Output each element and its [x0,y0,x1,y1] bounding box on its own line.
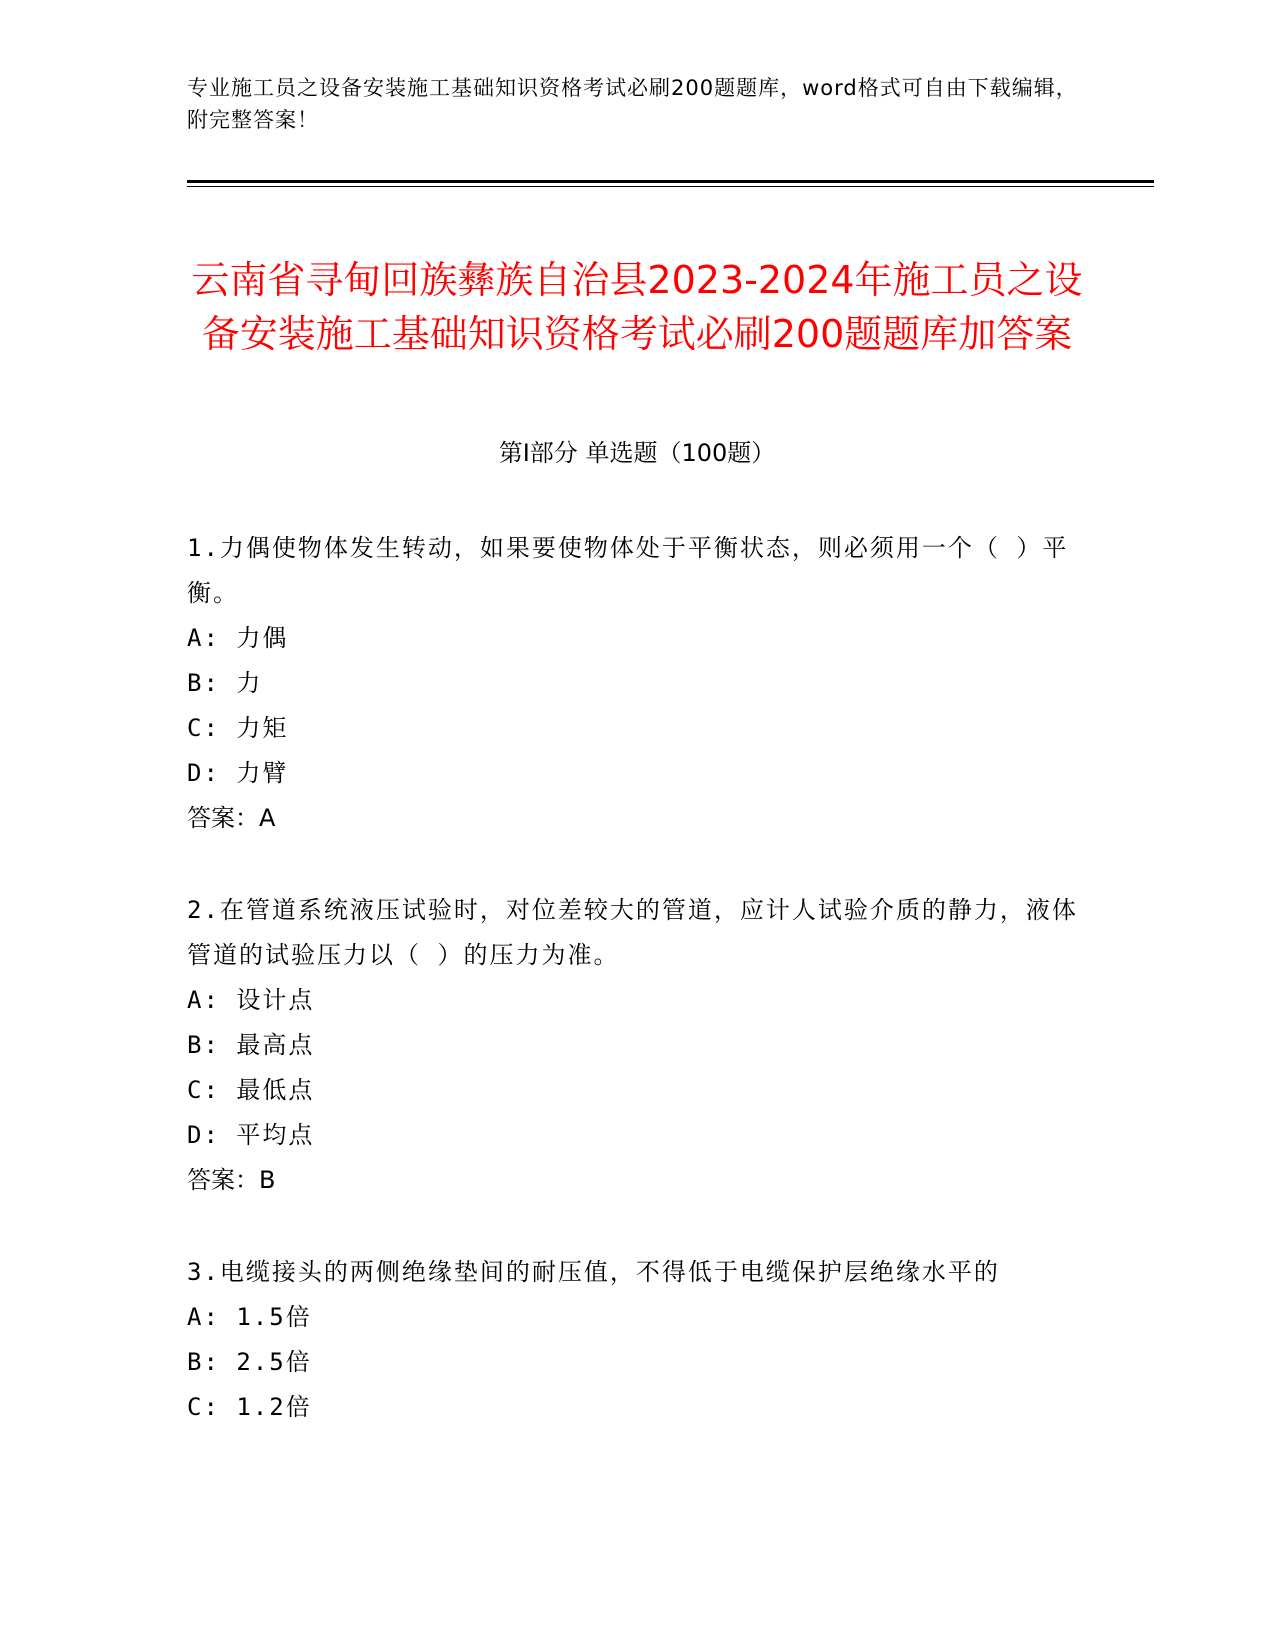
option-b: B: 力 [187,669,263,697]
header-rule-thick [187,180,1154,183]
header-rule-thin [187,186,1154,187]
question-2 [187,888,1087,1203]
answer: 答案：A [187,804,276,832]
header-note: 专业施工员之设备安装施工基础知识资格考试必刷200题题库，word格式可自由下载编辑，附完整答案！ [187,76,1078,132]
option-a: A: 力偶 [187,624,289,652]
question-stem: 3.电缆接头的两侧绝缘垫间的耐压值，不得低于电缆保护层绝缘水平的 [187,1258,1000,1286]
option-b: B: 最高点 [187,1031,315,1059]
option-c: C: 1.2倍 [187,1393,312,1421]
section-title: 第I部分 单选题（100题） [498,439,776,467]
option-b: B: 2.5倍 [187,1348,312,1376]
question-1 [187,526,1087,841]
option-c: C: 最低点 [187,1076,315,1104]
option-d: D: 力臂 [187,759,289,787]
question-stem: 2.在管道系统液压试验时，对位差较大的管道，应计人试验介质的静力，液体管道的试验压力以（ ）的压力为准。 [187,896,1078,969]
option-c: C: 力矩 [187,714,289,742]
question-3 [187,1250,1087,1430]
option-a: A: 1.5倍 [187,1303,312,1331]
option-a: A: 设计点 [187,986,315,1014]
question-stem: 1.力偶使物体发生转动，如果要使物体处于平衡状态，则必须用一个（ ）平衡。 [187,534,1069,607]
document-title: 云南省寻甸回族彝族自治县2023-2024年施工员之设备安装施工基础知识资格考试必刷200题题库加答案 [191,258,1083,357]
option-d: D: 平均点 [187,1121,315,1149]
answer: 答案：B [187,1166,276,1194]
